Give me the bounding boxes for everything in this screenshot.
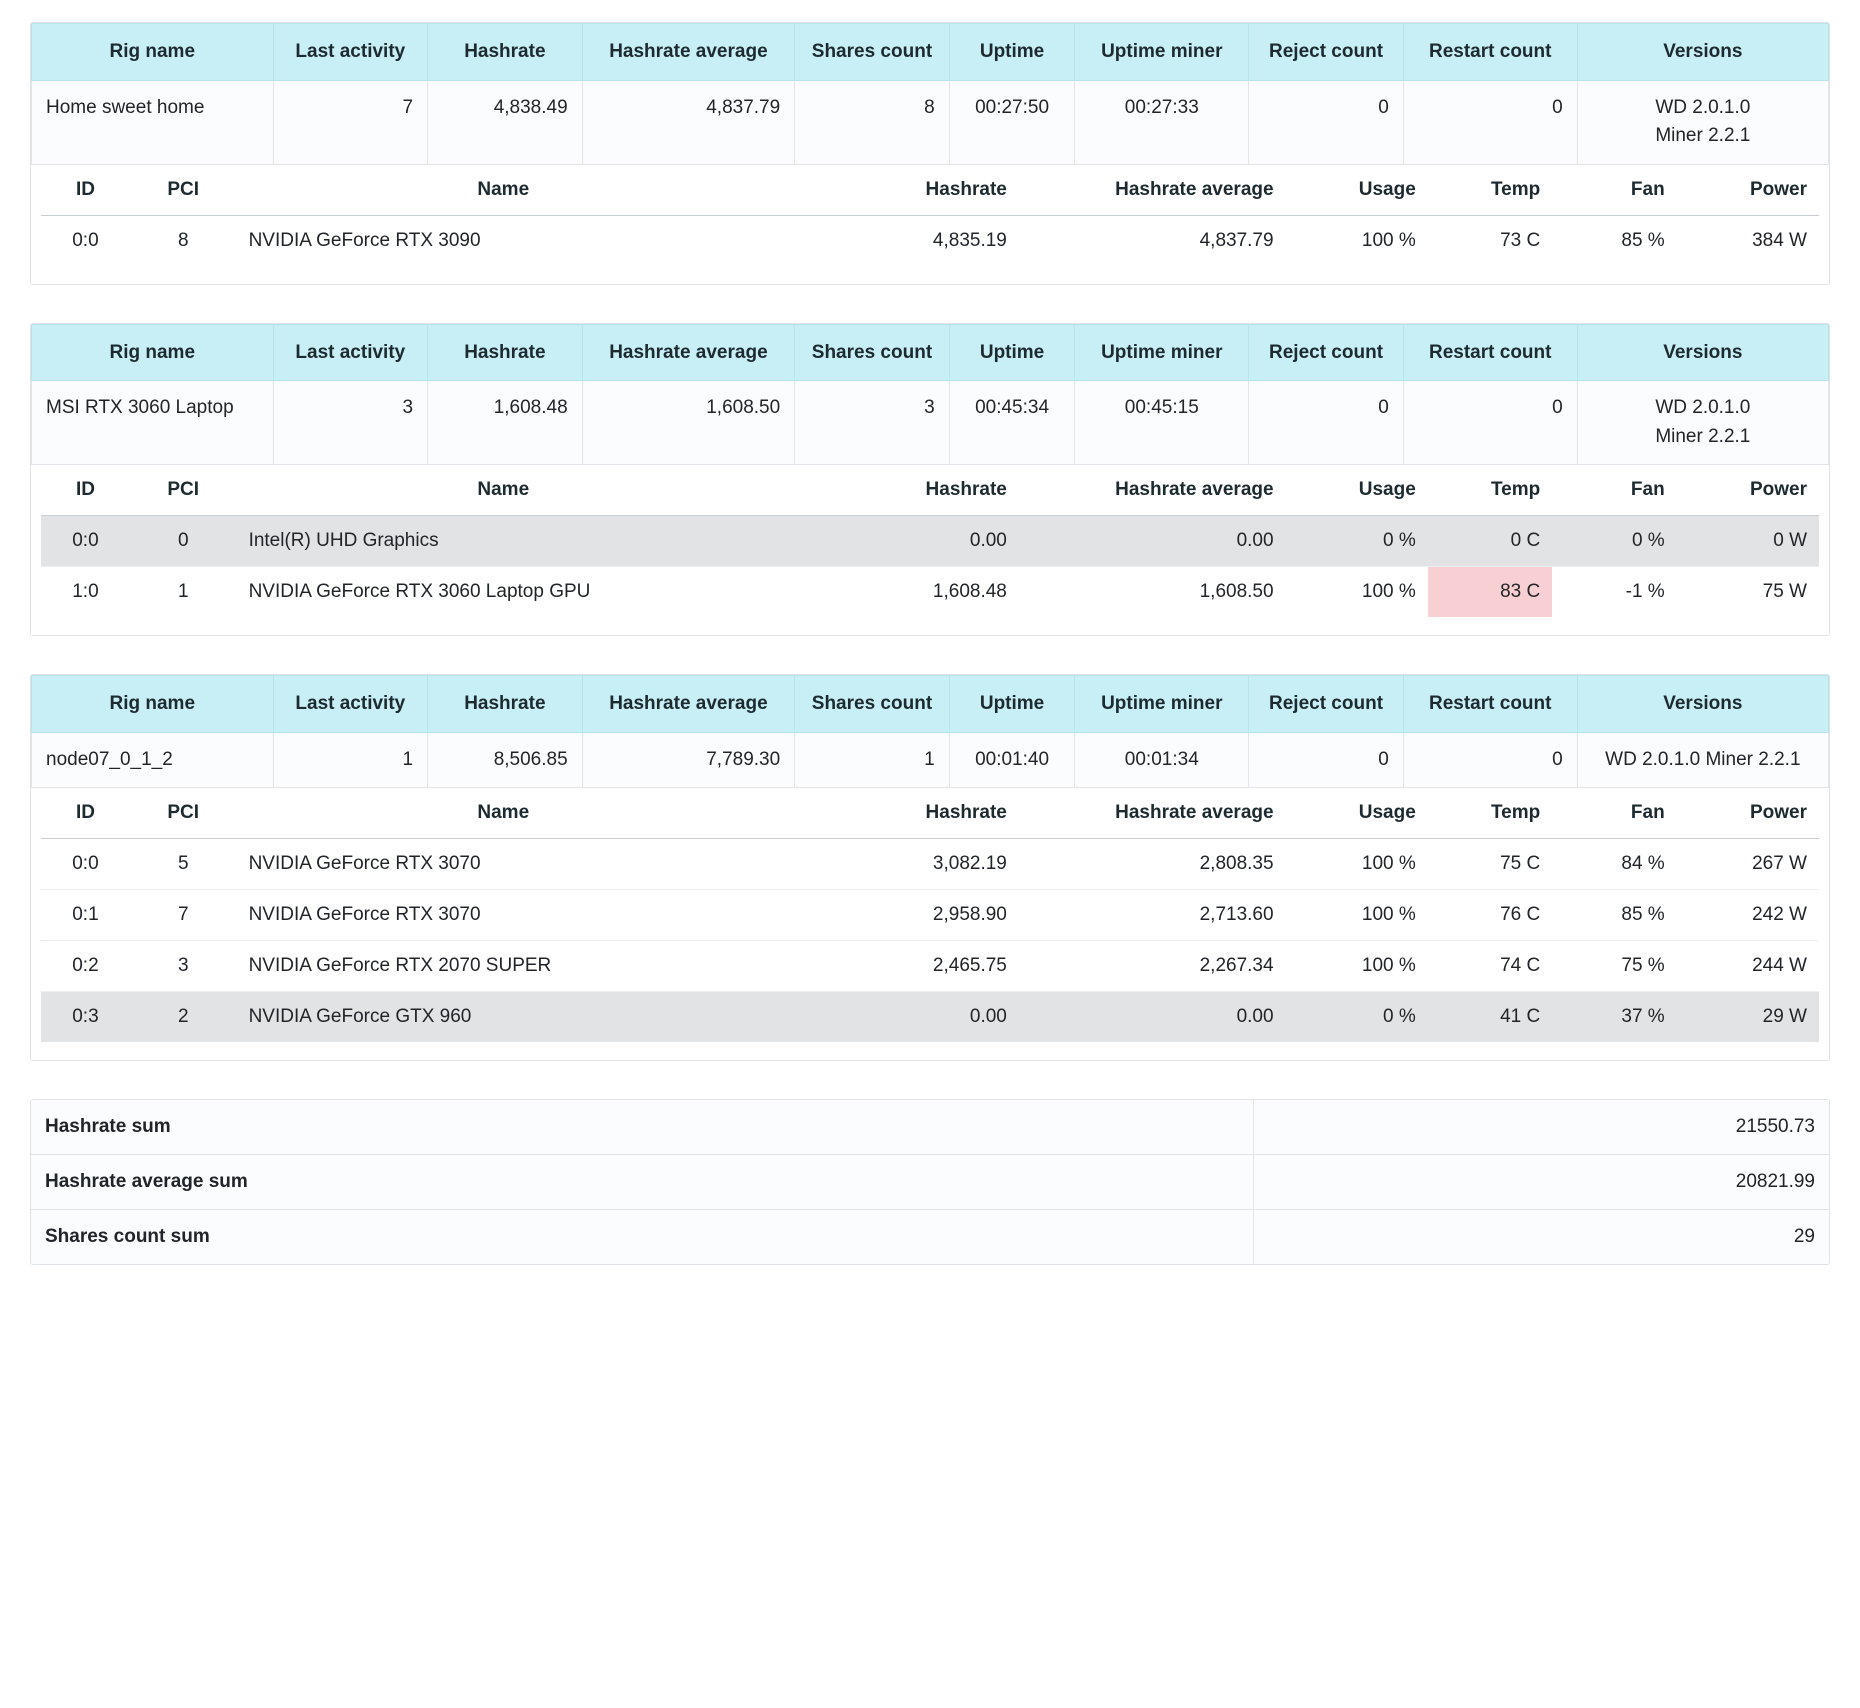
- gpu-hashrate-average-cell: 1,608.50: [1199, 581, 1274, 603]
- gpu-pci-cell: 7: [130, 890, 237, 941]
- gpu-pci-cell: 1: [177, 581, 189, 603]
- rig-column-header: Restart count: [1403, 676, 1577, 733]
- rig-name-cell: MSI RTX 3060 Laptop: [32, 381, 274, 465]
- rig-column-header: Hashrate: [428, 324, 583, 381]
- gpu-usage-cell: 100 %: [1286, 941, 1428, 992]
- gpu-column-header: Fan: [1552, 465, 1676, 516]
- totals-row: [31, 1210, 1829, 1265]
- gpu-row[interactable]: [41, 516, 1819, 567]
- rig-column-header: Uptime miner: [1075, 676, 1249, 733]
- gpu-fan-cell: 85 %: [1552, 890, 1676, 941]
- totals-row: [31, 1155, 1829, 1210]
- gpu-name-cell: NVIDIA GeForce RTX 3090: [248, 229, 481, 251]
- gpu-name-cell: NVIDIA GeForce RTX 2070 SUPER: [237, 941, 770, 992]
- rig-column-header: Shares count: [795, 676, 950, 733]
- rig-column-header: Hashrate average: [582, 324, 795, 381]
- rig-shares-count-cell: 3: [795, 381, 950, 465]
- rig-column-header: Restart count: [1403, 324, 1577, 381]
- rig-uptime-miner-cell: 00:01:34: [1075, 732, 1249, 788]
- gpu-row[interactable]: [41, 941, 1819, 992]
- gpu-column-header: PCI: [130, 788, 237, 839]
- rig-column-header: Rig name: [32, 676, 274, 733]
- gpu-column-header: Name: [237, 165, 770, 216]
- gpu-pci-cell: 8: [177, 229, 189, 251]
- rig-hashrate-cell: 8,506.85: [428, 732, 583, 788]
- gpu-fan-cell: -1 %: [1625, 581, 1665, 603]
- rig-uptime-miner-cell: 00:27:33: [1075, 80, 1249, 164]
- rig-versions-cell: [1577, 732, 1828, 788]
- gpu-hashrate-cell: 2,958.90: [770, 890, 1019, 941]
- gpu-power-cell: 29 W: [1677, 992, 1819, 1043]
- rig-restart-count-cell: 0: [1403, 732, 1577, 788]
- gpu-column-header: ID: [41, 788, 130, 839]
- gpu-id-cell: 0:0: [41, 839, 130, 890]
- gpu-column-header: ID: [41, 165, 130, 216]
- gpu-column-header: Temp: [1428, 165, 1552, 216]
- rig-hashrate-average-cell: 1,608.50: [582, 381, 795, 465]
- gpu-header-row: [41, 465, 1819, 516]
- rig-summary-row[interactable]: [32, 80, 1829, 164]
- gpu-id-cell: 0:0: [72, 229, 99, 251]
- gpu-usage-cell: 100 %: [1361, 581, 1416, 603]
- gpu-column-header: Hashrate average: [1019, 165, 1286, 216]
- gpu-pci-cell: 3: [130, 941, 237, 992]
- gpu-column-header: Hashrate average: [1019, 465, 1286, 516]
- rig-restart-count-cell: 0: [1403, 381, 1577, 465]
- gpu-id-cell: 0:1: [41, 890, 130, 941]
- gpu-hashrate-average-cell: 2,713.60: [1019, 890, 1286, 941]
- gpu-usage-cell: 100 %: [1286, 839, 1428, 890]
- gpu-column-header: Power: [1677, 788, 1819, 839]
- rig-version-miner: Miner 2.2.1: [1655, 125, 1751, 147]
- gpu-fan-cell: 84 %: [1552, 839, 1676, 890]
- gpu-row[interactable]: [41, 992, 1819, 1043]
- gpu-id-cell: 0:3: [41, 992, 130, 1043]
- gpu-power-cell: 242 W: [1677, 890, 1819, 941]
- totals-table: [31, 1100, 1829, 1264]
- rig-last-activity-cell: 3: [273, 381, 428, 465]
- gpu-row[interactable]: [41, 839, 1819, 890]
- gpu-column-header: Hashrate average: [1019, 788, 1286, 839]
- gpu-temp-cell: 75 C: [1428, 839, 1552, 890]
- rig-hashrate-cell: 4,838.49: [428, 80, 583, 164]
- gpu-name-cell: NVIDIA GeForce RTX 3070: [237, 839, 770, 890]
- rig-name-cell: Home sweet home: [32, 80, 274, 164]
- rig-column-header: Shares count: [795, 24, 950, 81]
- rig-hashrate-average-cell: 7,789.30: [582, 732, 795, 788]
- gpu-hashrate-cell: 2,465.75: [770, 941, 1019, 992]
- gpu-name-cell: NVIDIA GeForce RTX 3060 Laptop GPU: [248, 581, 591, 603]
- gpu-temp-cell: 41 C: [1428, 992, 1552, 1043]
- rig-versions-cell: [1577, 381, 1828, 465]
- rig-uptime-cell: 00:45:34: [949, 381, 1075, 465]
- gpu-column-header: PCI: [130, 465, 237, 516]
- rig-versions-cell: [1577, 80, 1828, 164]
- gpu-hashrate-average-cell: 4,837.79: [1199, 229, 1274, 251]
- rig-last-activity-cell: 1: [273, 732, 428, 788]
- rig-column-header: Uptime: [949, 324, 1075, 381]
- gpu-usage-cell: 100 %: [1286, 890, 1428, 941]
- gpu-id-cell: 0:0: [41, 516, 130, 567]
- rig-list: [30, 22, 1830, 1061]
- rig-column-header: Shares count: [795, 324, 950, 381]
- rig-summary-row[interactable]: [32, 381, 1829, 465]
- rig-column-header: Hashrate average: [582, 24, 795, 81]
- totals-label: Hashrate average sum: [31, 1155, 1254, 1210]
- rig-shares-count-cell: 8: [795, 80, 950, 164]
- rig-uptime-miner-cell: 00:45:15: [1075, 381, 1249, 465]
- gpu-column-header: Name: [237, 465, 770, 516]
- gpu-table: [41, 465, 1819, 617]
- gpu-column-header: Power: [1677, 165, 1819, 216]
- gpu-column-header: Temp: [1428, 788, 1552, 839]
- rig-column-header: Last activity: [273, 324, 428, 381]
- gpu-column-header: ID: [41, 465, 130, 516]
- rig-column-header: Uptime miner: [1075, 24, 1249, 81]
- gpu-hashrate-cell: 4,835.19: [932, 229, 1007, 251]
- rig-reject-count-cell: 0: [1249, 732, 1404, 788]
- rig-column-header: Restart count: [1403, 24, 1577, 81]
- gpu-power-cell: 0 W: [1677, 516, 1819, 567]
- rig-uptime-cell: 00:27:50: [949, 80, 1075, 164]
- gpu-header-row: [41, 788, 1819, 839]
- rig-column-header: Hashrate: [428, 676, 583, 733]
- rig-column-header: Rig name: [32, 324, 274, 381]
- gpu-column-header: Fan: [1552, 788, 1676, 839]
- rig-summary-table: [31, 23, 1829, 165]
- rig-version-wd: WD 2.0.1.0: [1655, 96, 1751, 118]
- rig-column-header: Versions: [1577, 24, 1828, 81]
- gpu-column-header: Power: [1677, 465, 1819, 516]
- gpu-hashrate-cell: 3,082.19: [770, 839, 1019, 890]
- gpu-temp-cell: 83 C: [1428, 567, 1552, 618]
- totals-value: 29: [1254, 1210, 1829, 1265]
- totals-label: Shares count sum: [31, 1210, 1254, 1265]
- rig-reject-count-cell: 0: [1249, 381, 1404, 465]
- rig-column-header: Reject count: [1249, 324, 1404, 381]
- gpu-hashrate-cell: 1,608.48: [932, 581, 1007, 603]
- totals-value: 20821.99: [1254, 1155, 1829, 1210]
- gpu-fan-cell: 37 %: [1552, 992, 1676, 1043]
- rig-summary-row[interactable]: [32, 732, 1829, 788]
- gpu-column-header: Name: [237, 788, 770, 839]
- rig-card: [30, 674, 1830, 1061]
- gpu-row[interactable]: [41, 567, 1819, 618]
- gpu-hashrate-cell: 0.00: [770, 516, 1019, 567]
- rig-shares-count-cell: 1: [795, 732, 950, 788]
- totals-card: [30, 1099, 1830, 1265]
- rig-version-wd: WD 2.0.1.0 Miner 2.2.1: [1605, 748, 1801, 770]
- rig-column-header: Uptime: [949, 24, 1075, 81]
- rig-column-header: Rig name: [32, 24, 274, 81]
- rig-summary-table: [31, 675, 1829, 788]
- gpu-hashrate-average-cell: 0.00: [1019, 992, 1286, 1043]
- gpu-temp-cell: 76 C: [1428, 890, 1552, 941]
- gpu-id-cell: 1:0: [72, 581, 99, 603]
- gpu-name-cell: NVIDIA GeForce GTX 960: [237, 992, 770, 1043]
- rig-column-header: Reject count: [1249, 24, 1404, 81]
- totals-row: [31, 1100, 1829, 1155]
- rig-restart-count-cell: 0: [1403, 80, 1577, 164]
- rig-column-header: Last activity: [273, 676, 428, 733]
- rig-name-cell: node07_0_1_2: [32, 732, 274, 788]
- gpu-hashrate-cell: 0.00: [770, 992, 1019, 1043]
- gpu-table-wrapper: [31, 165, 1829, 284]
- rig-column-header: Hashrate: [428, 24, 583, 81]
- gpu-name-cell: Intel(R) UHD Graphics: [237, 516, 770, 567]
- gpu-usage-cell: 0 %: [1286, 992, 1428, 1043]
- gpu-column-header: Hashrate: [770, 165, 1019, 216]
- gpu-temp-cell: 0 C: [1428, 516, 1552, 567]
- gpu-power-cell: 267 W: [1677, 839, 1819, 890]
- gpu-column-header: Usage: [1286, 788, 1428, 839]
- gpu-power-cell: 244 W: [1677, 941, 1819, 992]
- gpu-temp-cell: 73 C: [1500, 229, 1541, 251]
- rig-reject-count-cell: 0: [1249, 80, 1404, 164]
- gpu-table: [41, 165, 1819, 266]
- rig-summary-header-row: [32, 324, 1829, 381]
- gpu-fan-cell: 75 %: [1552, 941, 1676, 992]
- gpu-column-header: Fan: [1552, 165, 1676, 216]
- rig-column-header: Last activity: [273, 24, 428, 81]
- rig-summary-header-row: [32, 676, 1829, 733]
- rig-last-activity-cell: 7: [273, 80, 428, 164]
- rig-card: [30, 22, 1830, 285]
- rig-version-miner: Miner 2.2.1: [1655, 425, 1751, 447]
- rig-hashrate-average-cell: 4,837.79: [582, 80, 795, 164]
- gpu-column-header: PCI: [130, 165, 237, 216]
- gpu-column-header: Usage: [1286, 465, 1428, 516]
- rig-column-header: Hashrate average: [582, 676, 795, 733]
- gpu-hashrate-average-cell: 2,267.34: [1019, 941, 1286, 992]
- gpu-table: [41, 788, 1819, 1042]
- gpu-fan-cell: 85 %: [1621, 229, 1665, 251]
- gpu-column-header: Usage: [1286, 165, 1428, 216]
- gpu-header-row: [41, 165, 1819, 216]
- gpu-column-header: Hashrate: [770, 465, 1019, 516]
- gpu-power-cell: 384 W: [1752, 229, 1807, 251]
- gpu-column-header: Temp: [1428, 465, 1552, 516]
- gpu-temp-cell: 74 C: [1428, 941, 1552, 992]
- gpu-table-wrapper: [31, 465, 1829, 635]
- rig-column-header: Reject count: [1249, 676, 1404, 733]
- gpu-pci-cell: 5: [130, 839, 237, 890]
- gpu-hashrate-average-cell: 2,808.35: [1019, 839, 1286, 890]
- gpu-pci-cell: 2: [130, 992, 237, 1043]
- rig-column-header: Versions: [1577, 676, 1828, 733]
- gpu-id-cell: 0:2: [41, 941, 130, 992]
- gpu-row[interactable]: [41, 215, 1819, 266]
- gpu-pci-cell: 0: [130, 516, 237, 567]
- gpu-name-cell: NVIDIA GeForce RTX 3070: [237, 890, 770, 941]
- rig-version-wd: WD 2.0.1.0: [1655, 397, 1751, 419]
- rig-summary-header-row: [32, 24, 1829, 81]
- gpu-fan-cell: 0 %: [1552, 516, 1676, 567]
- rig-column-header: Uptime: [949, 676, 1075, 733]
- gpu-power-cell: 75 W: [1762, 581, 1807, 603]
- gpu-row[interactable]: [41, 890, 1819, 941]
- rig-card: [30, 323, 1830, 637]
- totals-label: Hashrate sum: [31, 1100, 1254, 1155]
- totals-value: 21550.73: [1254, 1100, 1829, 1155]
- gpu-hashrate-average-cell: 0.00: [1019, 516, 1286, 567]
- gpu-table-wrapper: [31, 788, 1829, 1060]
- rig-hashrate-cell: 1,608.48: [428, 381, 583, 465]
- rig-uptime-cell: 00:01:40: [949, 732, 1075, 788]
- gpu-usage-cell: 0 %: [1286, 516, 1428, 567]
- gpu-column-header: Hashrate: [770, 788, 1019, 839]
- rig-column-header: Uptime miner: [1075, 324, 1249, 381]
- rig-summary-table: [31, 324, 1829, 466]
- gpu-usage-cell: 100 %: [1361, 229, 1416, 251]
- rig-column-header: Versions: [1577, 324, 1828, 381]
